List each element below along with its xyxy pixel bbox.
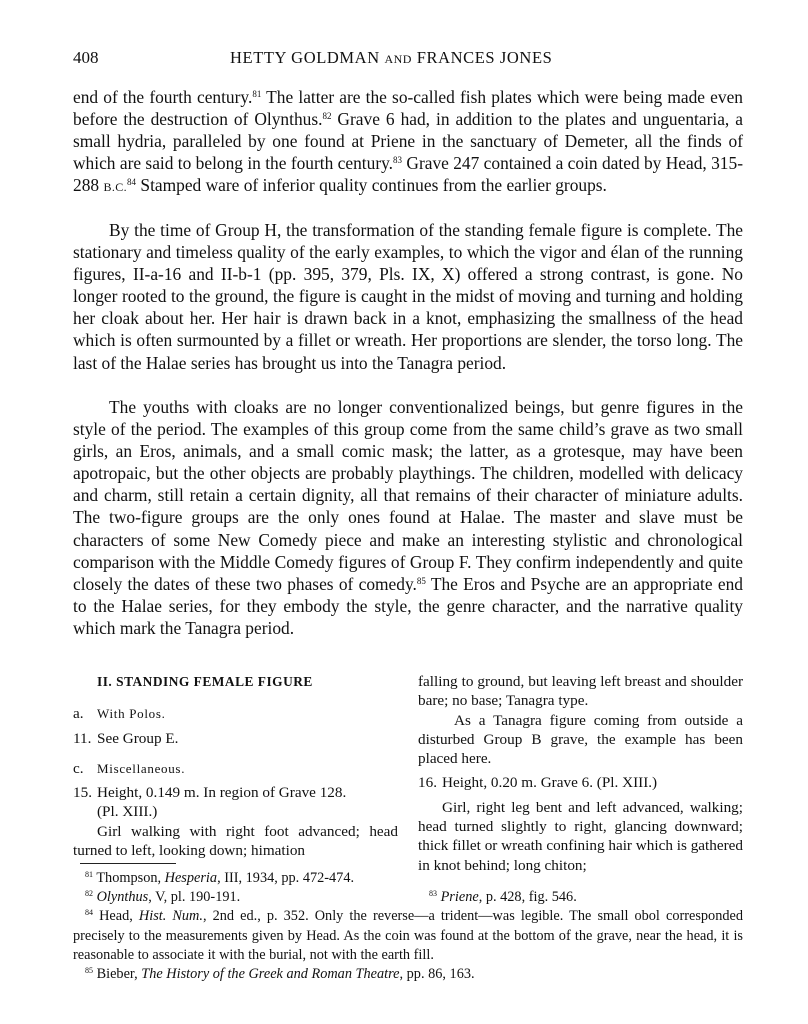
text: Grave 6 had, in addition to the plates and unguentaria, a small hydria, paralleled by one found at Priene in the sanctuary of Demeter, all the finds of which are said to belong in the fourth century. [73,109,743,174]
body-paragraph-3 [73,396,743,639]
footnote-number: 82 [85,889,93,899]
footnote-number: 85 [85,966,93,976]
entry-heading: Height, 0.149 m. In region of Grave 128. [97,784,347,802]
subsection-letter: c. [73,759,84,777]
catalogue-entry-15 [73,783,398,802]
placement-note: As a Tanagra figure coming from outside a disturbed Group B grave, the example has been placed here. [418,711,743,768]
journal-title: Hesperia [164,870,218,886]
author-1: HETTY GOLDMAN [230,48,380,67]
text: Stamped ware of inferior quality continues from the earlier groups. [136,175,607,196]
text: Head, [99,908,139,925]
paragraph-text: By the time of Group H, the transformation of the standing female figure is complete. The stationary and timeless quality of the early examples, to which the vigor and élan of the running figures, II-a-16 and II-b-1 (pp. 395, 379, Pls. IX, X) offered a strong contrast, is gone. No longer rooted to the ground, the figure is caught in the midst of moving and turning and holding her cloak about her. Her hair is drawn back in a knot, emphasizing the smallness of the head which is often surmounted by a fillet or wreath. Her proportions are slender, the torso long. The last of the Halae series has brought us into the Tanagra period. [73,220,743,373]
era-abbreviation: B.C. [103,180,128,195]
subsection-title: Miscellaneous. [97,760,186,776]
running-head [230,48,552,68]
text: , III, 1934, pp. 472-474. [217,870,355,886]
subsection-title: With Polos. [97,706,166,722]
entry-number: 11. [73,729,92,747]
author-2: FRANCES JONES [416,48,553,67]
entry-text: See Group E. [97,729,179,747]
footnotes-82-83 [73,888,743,907]
catalogue-right-column [418,672,743,875]
footnote-ref-85: 85 [416,575,426,586]
body-paragraph-1 [73,86,743,198]
entry-plate-reference: (Pl. XIII.) [97,803,158,821]
subsection-letter: a. [73,705,84,723]
footnote-ref-82: 82 [322,111,332,122]
entry-15-continuation: falling to ground, but leaving left breast and shoulder bare; no base; Tanagra type. [418,673,743,710]
text: The latter are the so-called fish plates which were being made even before the destruction of Olynthus. [73,87,743,130]
entry-description: Girl, right leg bent and left advanced, walking; head turned slightly to right, glancing downward; thick fillet or wreath confining hair which is gathered in knot behind; long chiton; [418,798,743,874]
footnotes [73,869,743,984]
text: , pp. 86, 163. [399,966,475,983]
catalogue-entry-16 [418,773,743,792]
text: The Eros and Psyche are an appropriate end to the Halae series, for they embody the style, the genre character, and the narrative quality which mark the Tanagra period. [73,573,743,638]
entry-heading: Height, 0.20 m. Grave 6. (Pl. XIII.) [442,774,658,792]
footnote-83 [429,888,577,907]
catalogue-entry-11 [73,729,398,748]
footnote-number: 83 [429,889,437,899]
text: Bieber, [96,966,142,983]
footnote-84 [73,907,743,965]
entry-number: 15. [73,784,92,802]
subsection-c [73,759,398,778]
text: The youths with cloaks are no longer conventionalized beings, but genre figures in the style of the period. The examples of this group come from the same child’s grave as two small girls, an Eros, animals, and a small comic mask; the latter, as a grotesque, may have been apotropaic, but the other objects are probably playthings. The children, modelled with delicacy and charm, still retain a certain dignity, all that remains of their character of miniature adults. The two-figure groups are the only ones found at Halae. The master and slave must be characters of some New Comedy piece and make an interesting stylistic and chronological comparison with the Middle Comedy figures of Group F. They confirm independently and quite closely the dates of these two phases of comedy. [73,397,743,594]
entry-description: Girl walking with right foot advanced; head turned to left, looking down; himation [73,822,398,860]
author-connector: AND [384,52,412,66]
footnote-rule [80,863,176,864]
text: Thompson, [96,870,165,886]
footnote-number: 81 [85,870,93,879]
text: , p. 428, fig. 546. [478,889,577,906]
book-title: Priene [440,889,479,906]
body-paragraph-2 [73,219,743,374]
section-heading: II. STANDING FEMALE FIGURE [97,674,313,689]
catalogue-left-column [73,672,398,860]
book-title: Olynthus [96,889,149,906]
page-number: 408 [73,48,99,67]
text: end of the fourth century. [73,87,253,107]
footnote-ref-81: 81 [252,89,262,99]
footnote-ref-83: 83 [393,155,403,166]
text: Grave 247 contained a coin dated by Head, 315-288 [73,153,743,196]
text: , 2nd ed., p. 352. Only the reverse—a trident—was legible. The small obol corresponded precisely to the measurements given by Head. As the coin was found at the bottom of the grave, near the head, it is reasonable to associate it with the burial, not with the earth fill. [73,908,743,963]
book-title: The History of the Greek and Roman Theatre [141,966,400,983]
entry-number: 16. [418,774,437,792]
footnote-85 [73,965,743,984]
subsection-a [73,704,398,723]
footnote-81 [73,869,743,888]
footnote-ref-84: 84 [127,177,137,188]
text: , V, pl. 190-191. [148,889,241,906]
footnote-82 [85,888,429,907]
book-title: Hist. Num. [138,908,203,925]
footnote-number: 84 [85,908,93,918]
